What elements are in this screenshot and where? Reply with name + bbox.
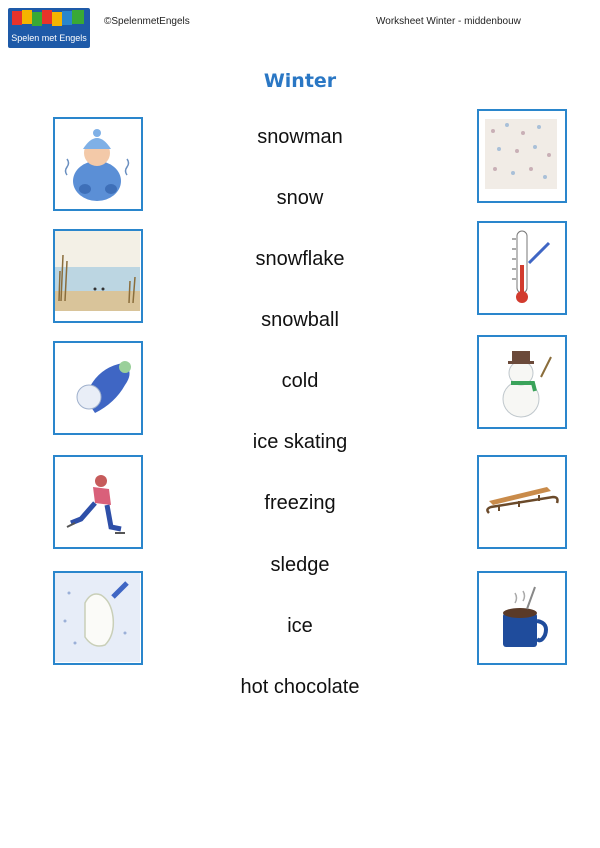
word-cold: cold: [281, 370, 319, 392]
frozen-lake-icon: [55, 231, 140, 320]
word-snowball: snowball: [261, 309, 339, 331]
word-ice-skating: ice skating: [252, 431, 348, 453]
word-freezing: freezing: [264, 492, 336, 514]
word-snow: snow: [276, 187, 324, 209]
copyright-text: ©SpelenmetEngels: [104, 16, 190, 27]
word-snowflake: snowflake: [255, 248, 345, 270]
word-ice: ice: [287, 615, 313, 637]
word-hot-chocolate: hot chocolate: [240, 676, 360, 698]
logo: [8, 8, 90, 48]
page-title: Winter: [263, 70, 337, 92]
word-snowman: snowman: [257, 126, 343, 148]
logo-text: Spelen met Engels: [11, 33, 87, 43]
worksheet-title: Worksheet Winter - middenbouw: [376, 16, 521, 27]
word-sledge: sledge: [270, 554, 330, 576]
